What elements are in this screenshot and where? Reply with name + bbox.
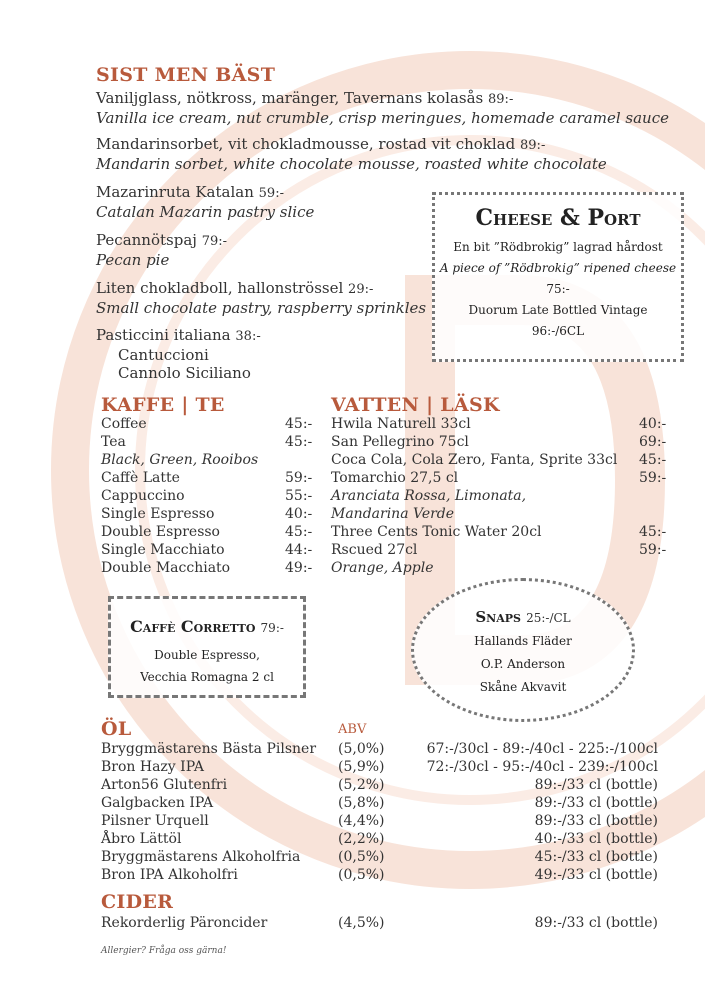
beer-item-name: Bron IPA Alkoholfri (101, 867, 238, 883)
water-item-price: 45:- (639, 524, 667, 540)
coffee-item-name: Caffè Latte (101, 470, 180, 486)
beer-item-price: 67:-/30cl - 89:-/40cl - 225:-/100cl (426, 741, 658, 757)
water-item-price: 59:- (639, 470, 667, 486)
beer-item-name: Arton56 Glutenfri (101, 777, 228, 793)
dessert-price: 29:- (348, 282, 374, 297)
corretto-price: 79:- (260, 621, 284, 635)
beer-item-abv: (5,2%) (338, 777, 385, 793)
beer-item-name: Bron Hazy IPA (101, 759, 204, 775)
coffee-item-name: Cappuccino (101, 488, 185, 504)
beer-item-name: Bryggmästarens Alkoholfria (101, 849, 301, 865)
water-item-name: San Pellegrino 75cl (331, 434, 469, 450)
coffee-heading: KAFFE | TE (101, 394, 225, 416)
cheese-price: 75:- (546, 282, 570, 296)
dessert-name: Vaniljglass, nötkross, maränger, Tavernans kolasås (96, 89, 484, 107)
beer-item-abv: (2,2%) (338, 831, 385, 847)
beer-item-price: 89:-/33 cl (bottle) (534, 795, 658, 811)
coffee-item-name: Tea (101, 434, 126, 450)
cheese-swedish: En bit ”Rödbrokig” lagrad hårdost (453, 240, 663, 254)
dessert-item (96, 231, 227, 269)
coffee-item-name: Double Espresso (101, 524, 220, 540)
coffee-item-price: 59:- (285, 470, 313, 486)
cider-item-abv: (4,5%) (338, 915, 385, 931)
beer-item-abv: (0,5%) (338, 849, 385, 865)
cider-item-name: Rekorderlig Päroncider (101, 915, 268, 931)
water-item-name: Rscued 27cl (331, 542, 418, 558)
cider-heading: CIDER (101, 891, 174, 913)
coffee-item-price: 45:- (285, 416, 313, 432)
water-item-price: 45:- (639, 452, 667, 468)
coffee-item-price: 55:- (285, 488, 313, 504)
coffee-item-name: Double Macchiato (101, 560, 231, 576)
beer-item-abv: (4,4%) (338, 813, 385, 829)
beer-item-abv: (5,9%) (338, 759, 385, 775)
port-price: 96:-/6CL (531, 324, 585, 338)
desserts-heading: SIST MEN BÄST (96, 64, 276, 86)
dessert-price: 59:- (258, 186, 284, 201)
cheese-port-box (432, 192, 684, 362)
dessert-name: Mandarinsorbet, vit chokladmousse, rostad vit choklad (96, 135, 516, 153)
coffee-item-price: 40:- (285, 506, 313, 522)
dessert-item (96, 89, 669, 127)
snaps-item: Hallands Fläder (474, 634, 572, 648)
coffee-item-price: 45:- (285, 524, 313, 540)
beer-item-price: 49:-/33 cl (bottle) (534, 867, 658, 883)
dessert-english: Vanilla ice cream, nut crumble, crisp meringues, homemade caramel sauce (96, 109, 669, 127)
snaps-price: 25:-/CL (526, 611, 571, 625)
water-item-name: Mandarina Verde (331, 506, 455, 522)
water-item-name: Aranciata Rossa, Limonata, (331, 488, 527, 504)
dessert-price: 79:- (201, 234, 228, 249)
corretto-line: Vecchia Romagna 2 cl (140, 670, 274, 684)
dessert-english: Mandarin sorbet, white chocolate mousse, roasted white chocolate (96, 155, 607, 173)
coffee-item-name: Single Espresso (101, 506, 215, 522)
beer-item-abv: (0,5%) (338, 867, 385, 883)
coffee-item-price: 45:- (285, 434, 313, 450)
dessert-name: Mazarinruta Katalan (96, 183, 254, 201)
dessert-name: Pasticcini italiana (96, 326, 231, 344)
snaps-box (411, 578, 635, 722)
dessert-price: 38:- (235, 329, 261, 344)
dessert-price: 89:- (520, 138, 546, 153)
cider-item-price: 89:-/33 cl (bottle) (534, 915, 658, 931)
corretto-title: Caffè Corretto (130, 617, 256, 636)
corretto-line: Double Espresso, (154, 648, 260, 662)
beer-heading: ÖL (101, 718, 132, 740)
beer-item-price: 40:-/33 cl (bottle) (534, 831, 658, 847)
water-item-price: 40:- (639, 416, 667, 432)
beer-item-name: Pilsner Urquell (101, 813, 209, 829)
coffee-item-name: Single Macchiato (101, 542, 225, 558)
dessert-item-pasticcini (96, 326, 261, 382)
water-item-name: Hwila Naturell 33cl (331, 416, 471, 432)
beer-item-name: Galgbacken IPA (101, 795, 214, 811)
water-item-price: 59:- (639, 542, 667, 558)
dessert-english: Catalan Mazarin pastry slice (96, 203, 315, 221)
beer-item-name: Bryggmästarens Bästa Pilsner (101, 741, 317, 757)
coffee-item-price: 44:- (285, 542, 313, 558)
beer-item-abv: (5,8%) (338, 795, 385, 811)
cheese-title: Cheese & Port (475, 205, 641, 231)
dessert-english: Pecan pie (96, 251, 170, 269)
allergy-note: Allergier? Fråga oss gärna! (101, 946, 227, 956)
beer-item-name: Åbro Lättöl (101, 831, 182, 847)
dessert-name: Pecannötspaj (96, 231, 197, 249)
water-heading: VATTEN | LÄSK (331, 394, 500, 416)
beer-item-price: 89:-/33 cl (bottle) (534, 777, 658, 793)
dessert-item (96, 279, 426, 317)
corretto-box (108, 596, 306, 698)
dessert-price: 89:- (488, 92, 514, 107)
beer-item-price: 72:-/30cl - 95:-/40cl - 239:-/100cl (426, 759, 658, 775)
pasticcini-subitem: Cannolo Siciliano (118, 364, 251, 382)
coffee-item-name: Coffee (101, 416, 147, 432)
snaps-item: Skåne Akvavit (479, 680, 567, 694)
beer-item-abv: (5,0%) (338, 741, 385, 757)
water-item-name: Tomarchio 27,5 cl (331, 470, 459, 486)
abv-label: ABV (338, 722, 367, 737)
dessert-name: Liten chokladboll, hallonströssel (96, 279, 344, 297)
snaps-item: O.P. Anderson (480, 657, 566, 671)
water-item-name: Orange, Apple (331, 560, 434, 576)
water-item-price: 69:- (639, 434, 667, 450)
beer-item-price: 45:-/33 cl (bottle) (534, 849, 658, 865)
dessert-item (96, 183, 314, 221)
beer-item-price: 89:-/33 cl (bottle) (534, 813, 658, 829)
snaps-title: Snaps (475, 608, 521, 626)
pasticcini-subitem: Cantuccioni (118, 346, 209, 364)
dessert-item (96, 135, 607, 173)
coffee-item-price: 49:- (285, 560, 313, 576)
water-item-name: Three Cents Tonic Water 20cl (331, 524, 542, 540)
water-item-name: Coca Cola, Cola Zero, Fanta, Sprite 33cl (331, 452, 618, 468)
port-name: Duorum Late Bottled Vintage (468, 303, 648, 317)
cheese-english: A piece of ”Rödbrokig” ripened cheese (439, 261, 677, 275)
dessert-english: Small chocolate pastry, raspberry sprinkles (96, 299, 427, 317)
coffee-item-name: Black, Green, Rooibos (101, 452, 259, 468)
